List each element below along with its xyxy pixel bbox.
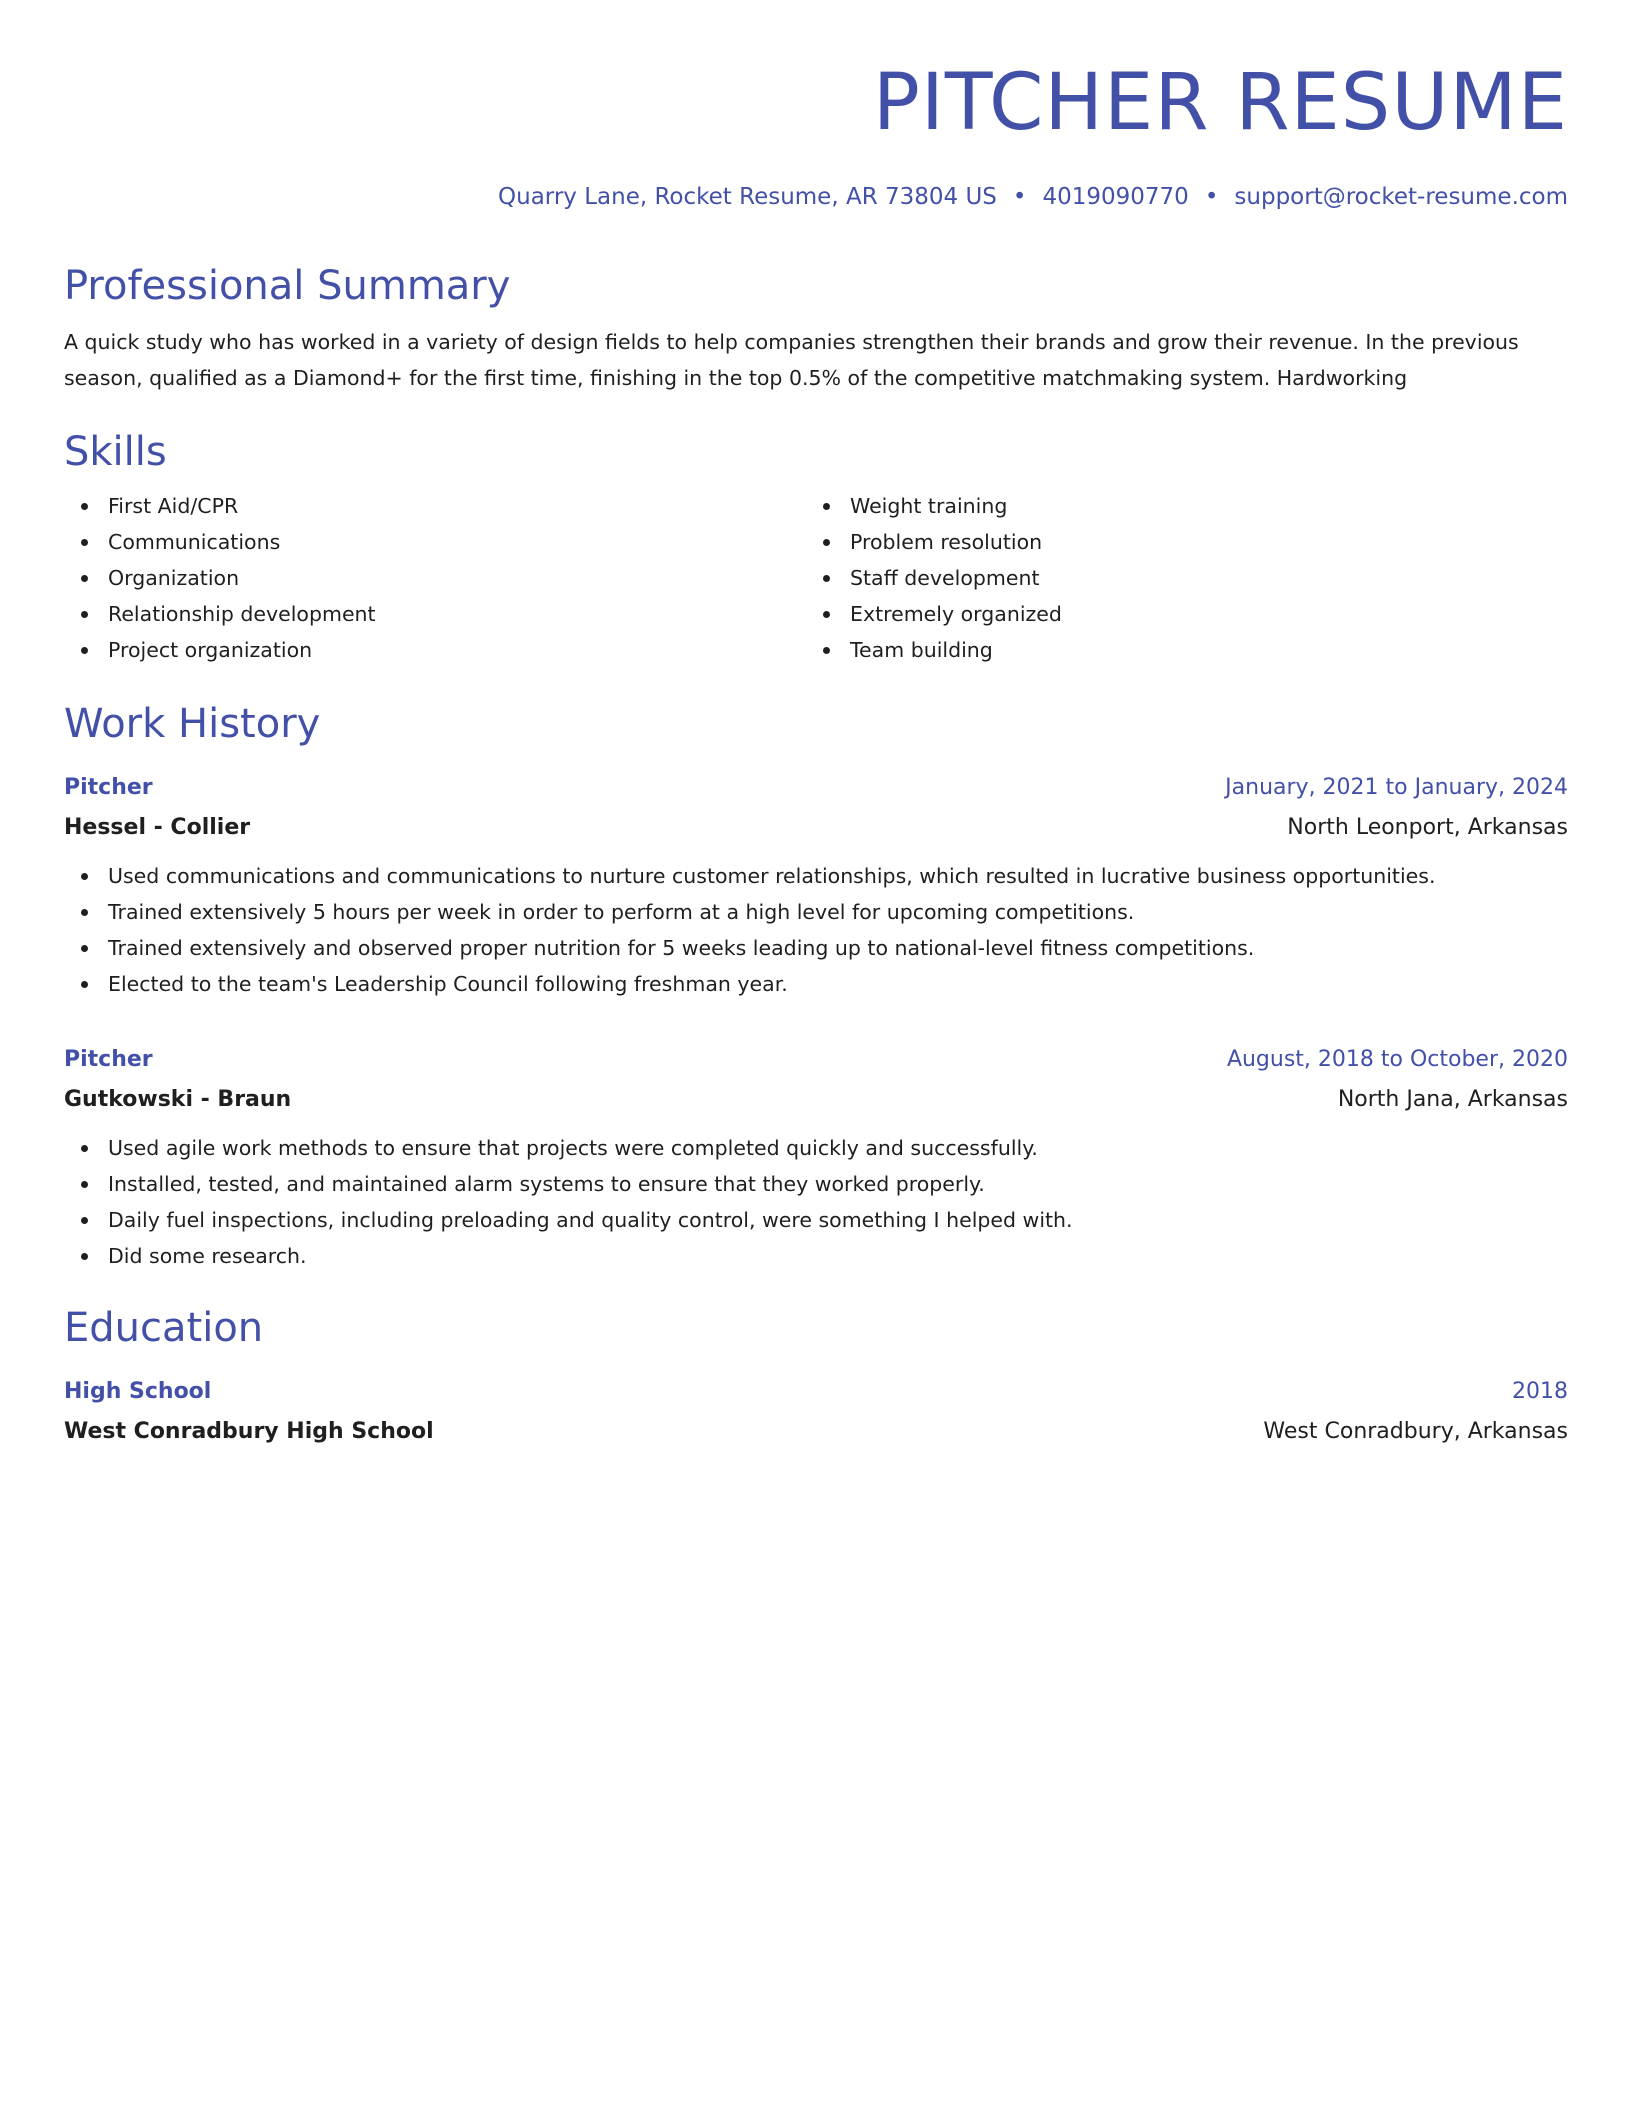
skill-item: Project organization <box>64 632 806 668</box>
contact-address: Quarry Lane, Rocket Resume, AR 73804 US <box>498 184 997 210</box>
job-bullet: Used communications and communications to nurture customer relationships, which resulted in lucrative business opportunities. <box>64 858 1568 894</box>
contact-email: support@rocket-resume.com <box>1234 184 1568 210</box>
summary-heading: Professional Summary <box>64 263 511 309</box>
skill-item: Extremely organized <box>806 596 1548 632</box>
skill-item: First Aid/CPR <box>64 488 806 524</box>
summary-text: A quick study who has worked in a variety of design fields to help companies strengthen their brands and grow their revenue. In the previous season, qualified as a Diamond+ for the first time, finishing in the top 0.5% of the competitive matchmaking system. Hardworking <box>64 330 1519 390</box>
job-bullet: Trained extensively 5 hours per week in order to perform at a high level for upcoming competitions. <box>64 894 1568 930</box>
job-bullet: Trained extensively and observed proper nutrition for 5 weeks leading up to national-level fitness competitions. <box>64 930 1568 966</box>
skills-column-right <box>806 488 1548 668</box>
job-dates: August, 2018 to October, 2020 <box>1226 1047 1568 1072</box>
resume-header <box>64 50 1568 212</box>
skill-item: Staff development <box>806 560 1548 596</box>
contact-phone: 4019090770 <box>1042 184 1189 210</box>
job-role: Pitcher <box>64 775 153 800</box>
job-company-row <box>64 1080 1568 1120</box>
job-bullet: Elected to the team's Leadership Council following freshman year. <box>64 966 1568 1002</box>
job-company: Gutkowski - Braun <box>64 1087 292 1112</box>
contact-line <box>64 182 1568 212</box>
job-bullet: Used agile work methods to ensure that projects were completed quickly and successfully. <box>64 1130 1568 1166</box>
skill-item: Weight training <box>806 488 1548 524</box>
contact-separator: • <box>1204 184 1219 210</box>
education-school: West Conradbury High School <box>64 1419 434 1444</box>
job-company-row <box>64 808 1568 848</box>
skills-list <box>64 488 1568 668</box>
job-title-row <box>64 1040 1568 1080</box>
job-role: Pitcher <box>64 1047 153 1072</box>
education-location: West Conradbury, Arkansas <box>1263 1419 1568 1444</box>
skill-item: Communications <box>64 524 806 560</box>
job-bullet: Daily fuel inspections, including preloading and quality control, were something I helped with. <box>64 1202 1568 1238</box>
skill-item: Team building <box>806 632 1548 668</box>
education-entry <box>64 1372 1568 1452</box>
work-history-heading: Work History <box>64 701 321 747</box>
job-location: North Jana, Arkansas <box>1337 1087 1568 1112</box>
job-bullet: Did some research. <box>64 1238 1568 1274</box>
skills-column-left <box>64 488 806 668</box>
job-bullets <box>64 858 1568 1002</box>
skill-item: Organization <box>64 560 806 596</box>
job-entry <box>64 768 1568 1002</box>
job-title-row <box>64 768 1568 808</box>
resume-page <box>64 50 1568 1452</box>
job-entry <box>64 1040 1568 1274</box>
education-degree: High School <box>64 1379 212 1404</box>
job-location: North Leonport, Arkansas <box>1287 815 1568 840</box>
job-dates: January, 2021 to January, 2024 <box>1225 775 1568 800</box>
resume-name: PITCHER RESUME <box>872 58 1568 148</box>
skill-item: Problem resolution <box>806 524 1548 560</box>
education-title-row <box>64 1372 1568 1412</box>
education-heading: Education <box>64 1305 264 1351</box>
job-bullet: Installed, tested, and maintained alarm systems to ensure that they worked properly. <box>64 1166 1568 1202</box>
skills-heading: Skills <box>64 429 167 475</box>
education-year: 2018 <box>1512 1379 1568 1404</box>
job-bullets <box>64 1130 1568 1274</box>
job-company: Hessel - Collier <box>64 815 251 840</box>
contact-separator: • <box>1012 184 1027 210</box>
education-school-row <box>64 1412 1568 1452</box>
skill-item: Relationship development <box>64 596 806 632</box>
